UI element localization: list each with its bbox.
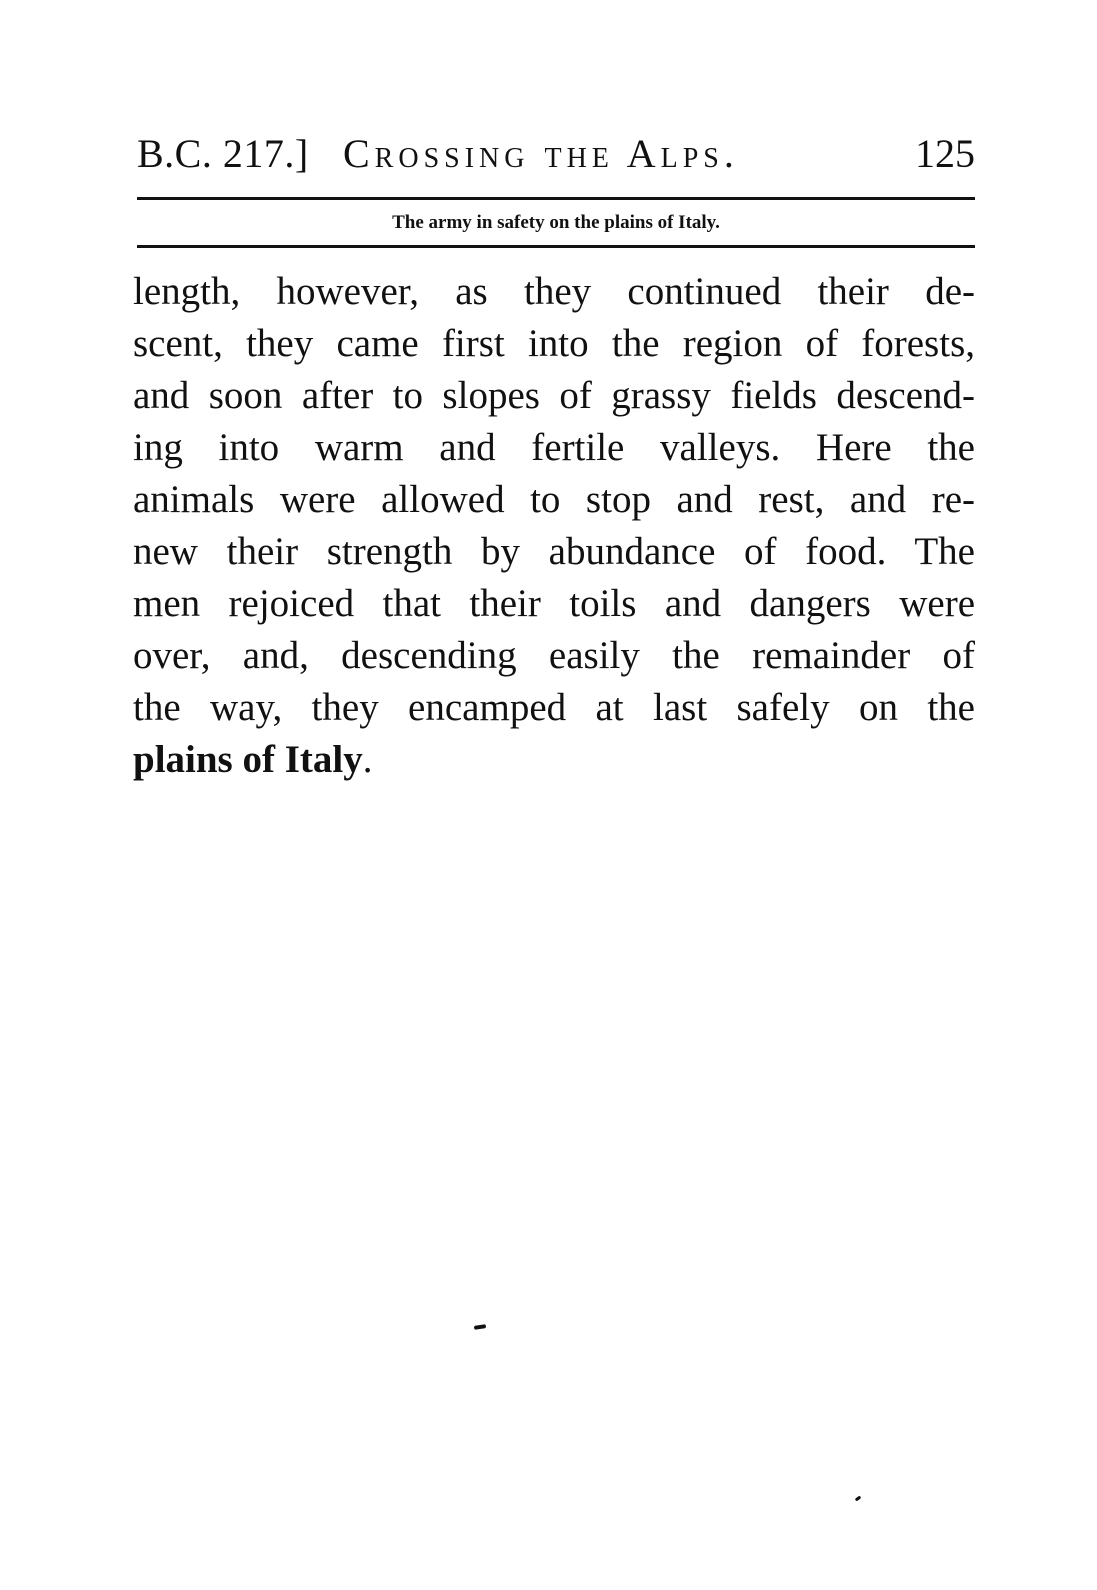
- top-rule: [137, 197, 975, 200]
- text-line: ing into warm and fertile valleys. Here the: [133, 426, 975, 469]
- emphasized-text: plains of Italy: [133, 738, 363, 781]
- text-line: men rejoiced that their toils and dangers were: [133, 582, 975, 625]
- print-speck: [855, 1496, 862, 1502]
- text-line: and soon after to slopes of grassy fields descend-: [133, 374, 975, 417]
- text-line: scent, they came first into the region of forests,: [133, 322, 975, 365]
- running-head: [137, 126, 975, 186]
- date-reference: B.C. 217.]: [137, 131, 309, 176]
- section-subheading: The army in safety on the plains of Italy.: [392, 212, 720, 233]
- text-line: the way, they encamped at last safely on the: [133, 686, 975, 729]
- text-line-final: [133, 734, 975, 786]
- page-number: 125: [915, 131, 975, 176]
- text-line: length, however, as they continued their de-: [133, 270, 975, 313]
- body-paragraph: [133, 266, 975, 786]
- text-line: over, and, descending easily the remainder of: [133, 634, 975, 677]
- text-line: new their strength by abundance of food. The: [133, 530, 975, 573]
- print-speck: [474, 1324, 486, 1330]
- bottom-rule: [137, 245, 975, 248]
- final-punctuation: .: [362, 738, 373, 781]
- chapter-title: Crossing the Alps.: [343, 131, 739, 176]
- text-line: animals were allowed to stop and rest, and re-: [133, 478, 975, 521]
